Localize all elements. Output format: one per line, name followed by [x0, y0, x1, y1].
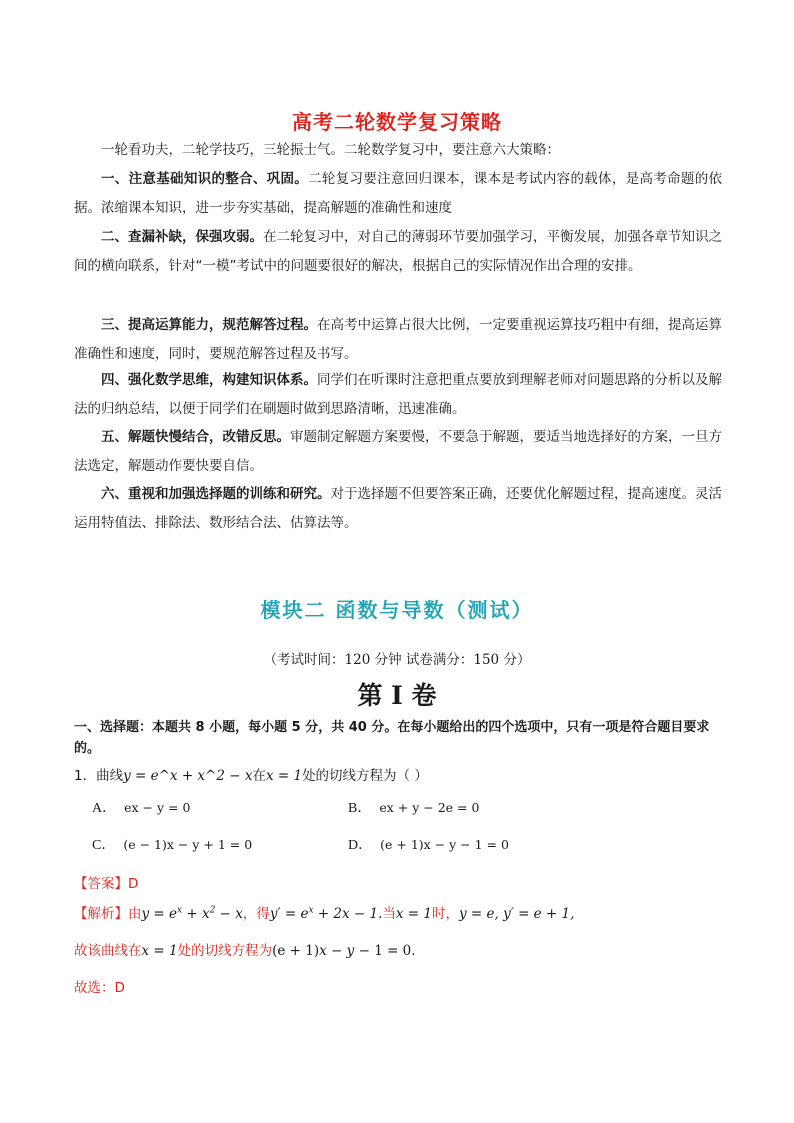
answer-line	[74, 872, 138, 892]
strategy-item-heading: 五、解题快慢结合，改错反思。	[101, 429, 290, 445]
strategy-item-text: 在高考中运算占很大比例，一定要重视运算技巧粗中有细，提高运算准确性和速度，同时，要规范解答过程及书写。	[74, 317, 722, 362]
option-label: B．	[348, 801, 372, 816]
analysis-text: 处的切线方程为	[177, 943, 273, 959]
analysis-text: 当	[382, 906, 396, 922]
question-number: 1．	[74, 768, 97, 784]
analysis-text: 由	[128, 906, 142, 922]
strategy-item-2	[74, 223, 722, 281]
option-expression: (e − 1)x − y + 1 = 0	[123, 837, 253, 852]
analysis-math-func: $y = e^x + x^2 - x$	[141, 905, 243, 922]
strategy-item-heading: 三、提高运算能力，规范解答过程。	[101, 317, 317, 333]
strategy-item-heading: 一、注意基础知识的整合、巩固。	[101, 171, 309, 187]
strategy-item-4	[74, 366, 722, 424]
option-a[interactable]	[92, 797, 190, 817]
analysis-tag: 【解析】	[74, 906, 128, 922]
option-c[interactable]	[92, 834, 252, 854]
option-d[interactable]	[348, 834, 509, 854]
exam-info: （考试时间：120 分钟 试卷满分：150 分）	[263, 652, 531, 668]
strategy-intro: 一轮看功夫，二轮学技巧，三轮振士气。二轮数学复习中，要注意六大策略：	[101, 142, 560, 158]
option-label: D．	[348, 838, 373, 853]
analysis-text: 时，	[432, 906, 459, 922]
strategy-item-text: 审题制定解题方案要慢，不要急于解题，要适当地选择好的方案，一旦方法选定，解题动作要快要自信。	[74, 429, 722, 474]
strategy-item-1	[74, 165, 722, 223]
stem-function: y = e^x + x^2 − x	[123, 768, 253, 784]
strategy-item-text: 对于选择题不但要答案正确，还要优化解题过程，提高速度。灵活运用特值法、排除法、数形结合法、估算法等。	[74, 486, 722, 531]
analysis-conclusion: 故选：D	[74, 980, 125, 996]
strategy-item-text: 同学们在听课时注意把重点要放到理解老师对问题思路的分析以及解法的归纳总结，以便于同学们在刷题时做到思路清晰，迅速准确。	[74, 372, 722, 417]
option-expression: (e + 1)x − y − 1 = 0	[380, 837, 509, 852]
answer-tag: 【答案】	[74, 876, 128, 892]
analysis-text: 故该曲线在	[74, 943, 142, 959]
analysis-line-2: 故该曲线在x = 1处的切线方程为(e + 1)x − y − 1 = 0.	[74, 943, 416, 959]
analysis-math-tangent: (e + 1)x − y − 1 = 0	[272, 943, 412, 959]
option-label: A．	[92, 801, 117, 816]
analysis-text: ，得	[242, 906, 270, 922]
option-expression: ex − y = 0	[124, 800, 191, 815]
strategy-item-heading: 六、重视和加强选择题的训练和研究。	[101, 486, 331, 502]
volume-title: 第 I 卷	[357, 681, 437, 710]
strategy-title: 高考二轮数学复习策略	[292, 110, 502, 134]
strategy-item-3	[74, 311, 722, 369]
strategy-item-6	[74, 480, 722, 538]
stem-mid: 在	[252, 768, 266, 784]
stem-prefix: 曲线	[96, 768, 124, 784]
analysis-math-point: x = 1	[395, 906, 432, 922]
section-heading: 一、选择题：本题共 8 小题，每小题 5 分，共 40 分。在每小题给出的四个选项中，只有一项是符合题目要求的。	[74, 720, 710, 756]
option-label: C．	[92, 838, 116, 853]
analysis-math-values: y = e, y′ = e + 1,	[459, 906, 575, 922]
stem-point: x = 1	[265, 768, 303, 784]
strategy-item-heading: 二、查漏补缺，保强攻弱。	[101, 229, 263, 245]
analysis-math-point: x = 1	[141, 943, 178, 959]
option-b[interactable]	[348, 797, 479, 817]
strategy-item-5	[74, 423, 722, 481]
question-stem	[74, 764, 428, 784]
answer-value: D	[128, 876, 139, 892]
module-title: 模块二 函数与导数（测试）	[260, 598, 534, 622]
option-expression: ex + y − 2e = 0	[379, 800, 480, 815]
strategy-item-heading: 四、强化数学思维，构建知识体系。	[101, 372, 317, 388]
stem-suffix: 处的切线方程为（ ）	[302, 768, 428, 784]
strategy-item-text: 二轮复习要注意回归课本，课本是考试内容的载体，是高考命题的依据。浓缩课本知识，进一步夯实基础，提高解题的准确性和速度	[74, 171, 723, 216]
analysis-line-1	[74, 902, 574, 922]
strategy-item-text: 在二轮复习中，对自己的薄弱环节要加强学习，平衡发展，加强各章节知识之间的横向联系，针对“一模”考试中的问题要很好的解决，根据自己的实际情况作出合理的安排。	[74, 229, 722, 274]
analysis-math-derivative: $y' = e^x + 2x - 1$.	[269, 905, 383, 922]
